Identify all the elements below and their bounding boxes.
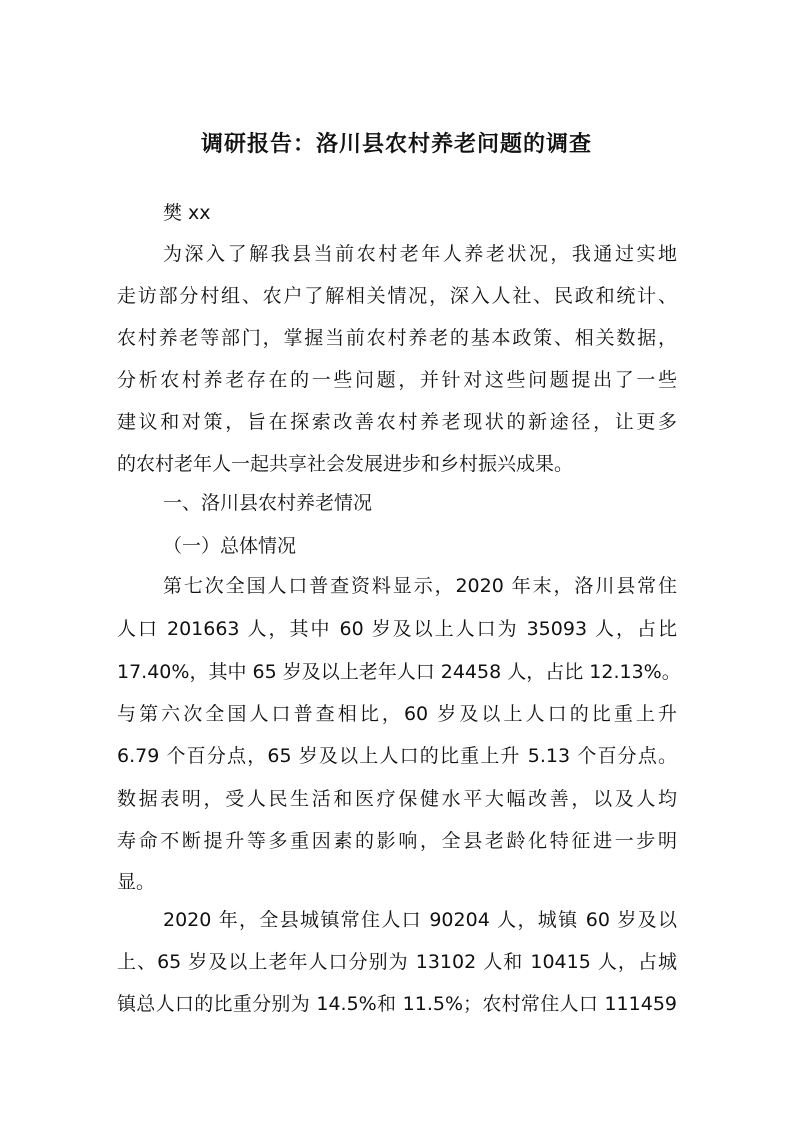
- document-title: 调研报告：洛川县农村养老问题的调查: [200, 131, 592, 157]
- author-line: 樊 xx: [163, 202, 211, 224]
- paragraph-2-line: 寿命不断提升等多重因素的影响，全县老龄化特征进一步明: [117, 830, 677, 852]
- paragraph-1-line: 的农村老年人一起共享社会发展进步和乡村振兴成果。: [117, 453, 574, 475]
- paragraph-3-line: 上、65 岁及以上老年人口分别为 13102 人和 10415 人，占城: [117, 951, 677, 973]
- paragraph-1-line: 建议和对策，旨在探索改善农村养老现状的新途径，让更多: [117, 411, 677, 433]
- paragraph-3-line: 2020 年，全县城镇常住人口 90204 人，城镇 60 岁及以: [163, 909, 677, 931]
- paragraph-3-line: 镇总人口的比重分别为 14.5%和 11.5%；农村常住人口 111459: [117, 993, 677, 1015]
- paragraph-1-line: 走访部分村组、农户了解相关情况，深入人社、民政和统计、: [117, 285, 677, 307]
- subsection-heading: （一）总体情况: [163, 535, 297, 557]
- paragraph-2-line: 数据表明，受人民生活和医疗保健水平大幅改善，以及人均: [117, 788, 677, 810]
- paragraph-1-line: 为深入了解我县当前农村老年人养老状况，我通过实地: [163, 243, 677, 265]
- paragraph-2-line: 17.40%，其中 65 岁及以上老年人口 24458 人，占比 12.13%。: [117, 661, 681, 683]
- paragraph-1-line: 农村养老等部门，掌握当前农村养老的基本政策、相关数据，: [117, 327, 677, 349]
- paragraph-1-line: 分析农村养老存在的一些问题，并针对这些问题提出了一些: [117, 369, 677, 391]
- paragraph-2-line: 第七次全国人口普查资料显示，2020 年末，洛川县常住: [163, 575, 677, 597]
- paragraph-2-line: 与第六次全国人口普查相比，60 岁及以上人口的比重上升: [117, 703, 677, 725]
- paragraph-2-line: 人口 201663 人，其中 60 岁及以上人口为 35093 人，占比: [117, 618, 677, 640]
- paragraph-2-line: 6.79 个百分点，65 岁及以上人口的比重上升 5.13 个百分点。: [117, 745, 677, 767]
- paragraph-2-line: 显。: [117, 871, 156, 893]
- section-heading: 一、洛川县农村养老情况: [163, 492, 373, 514]
